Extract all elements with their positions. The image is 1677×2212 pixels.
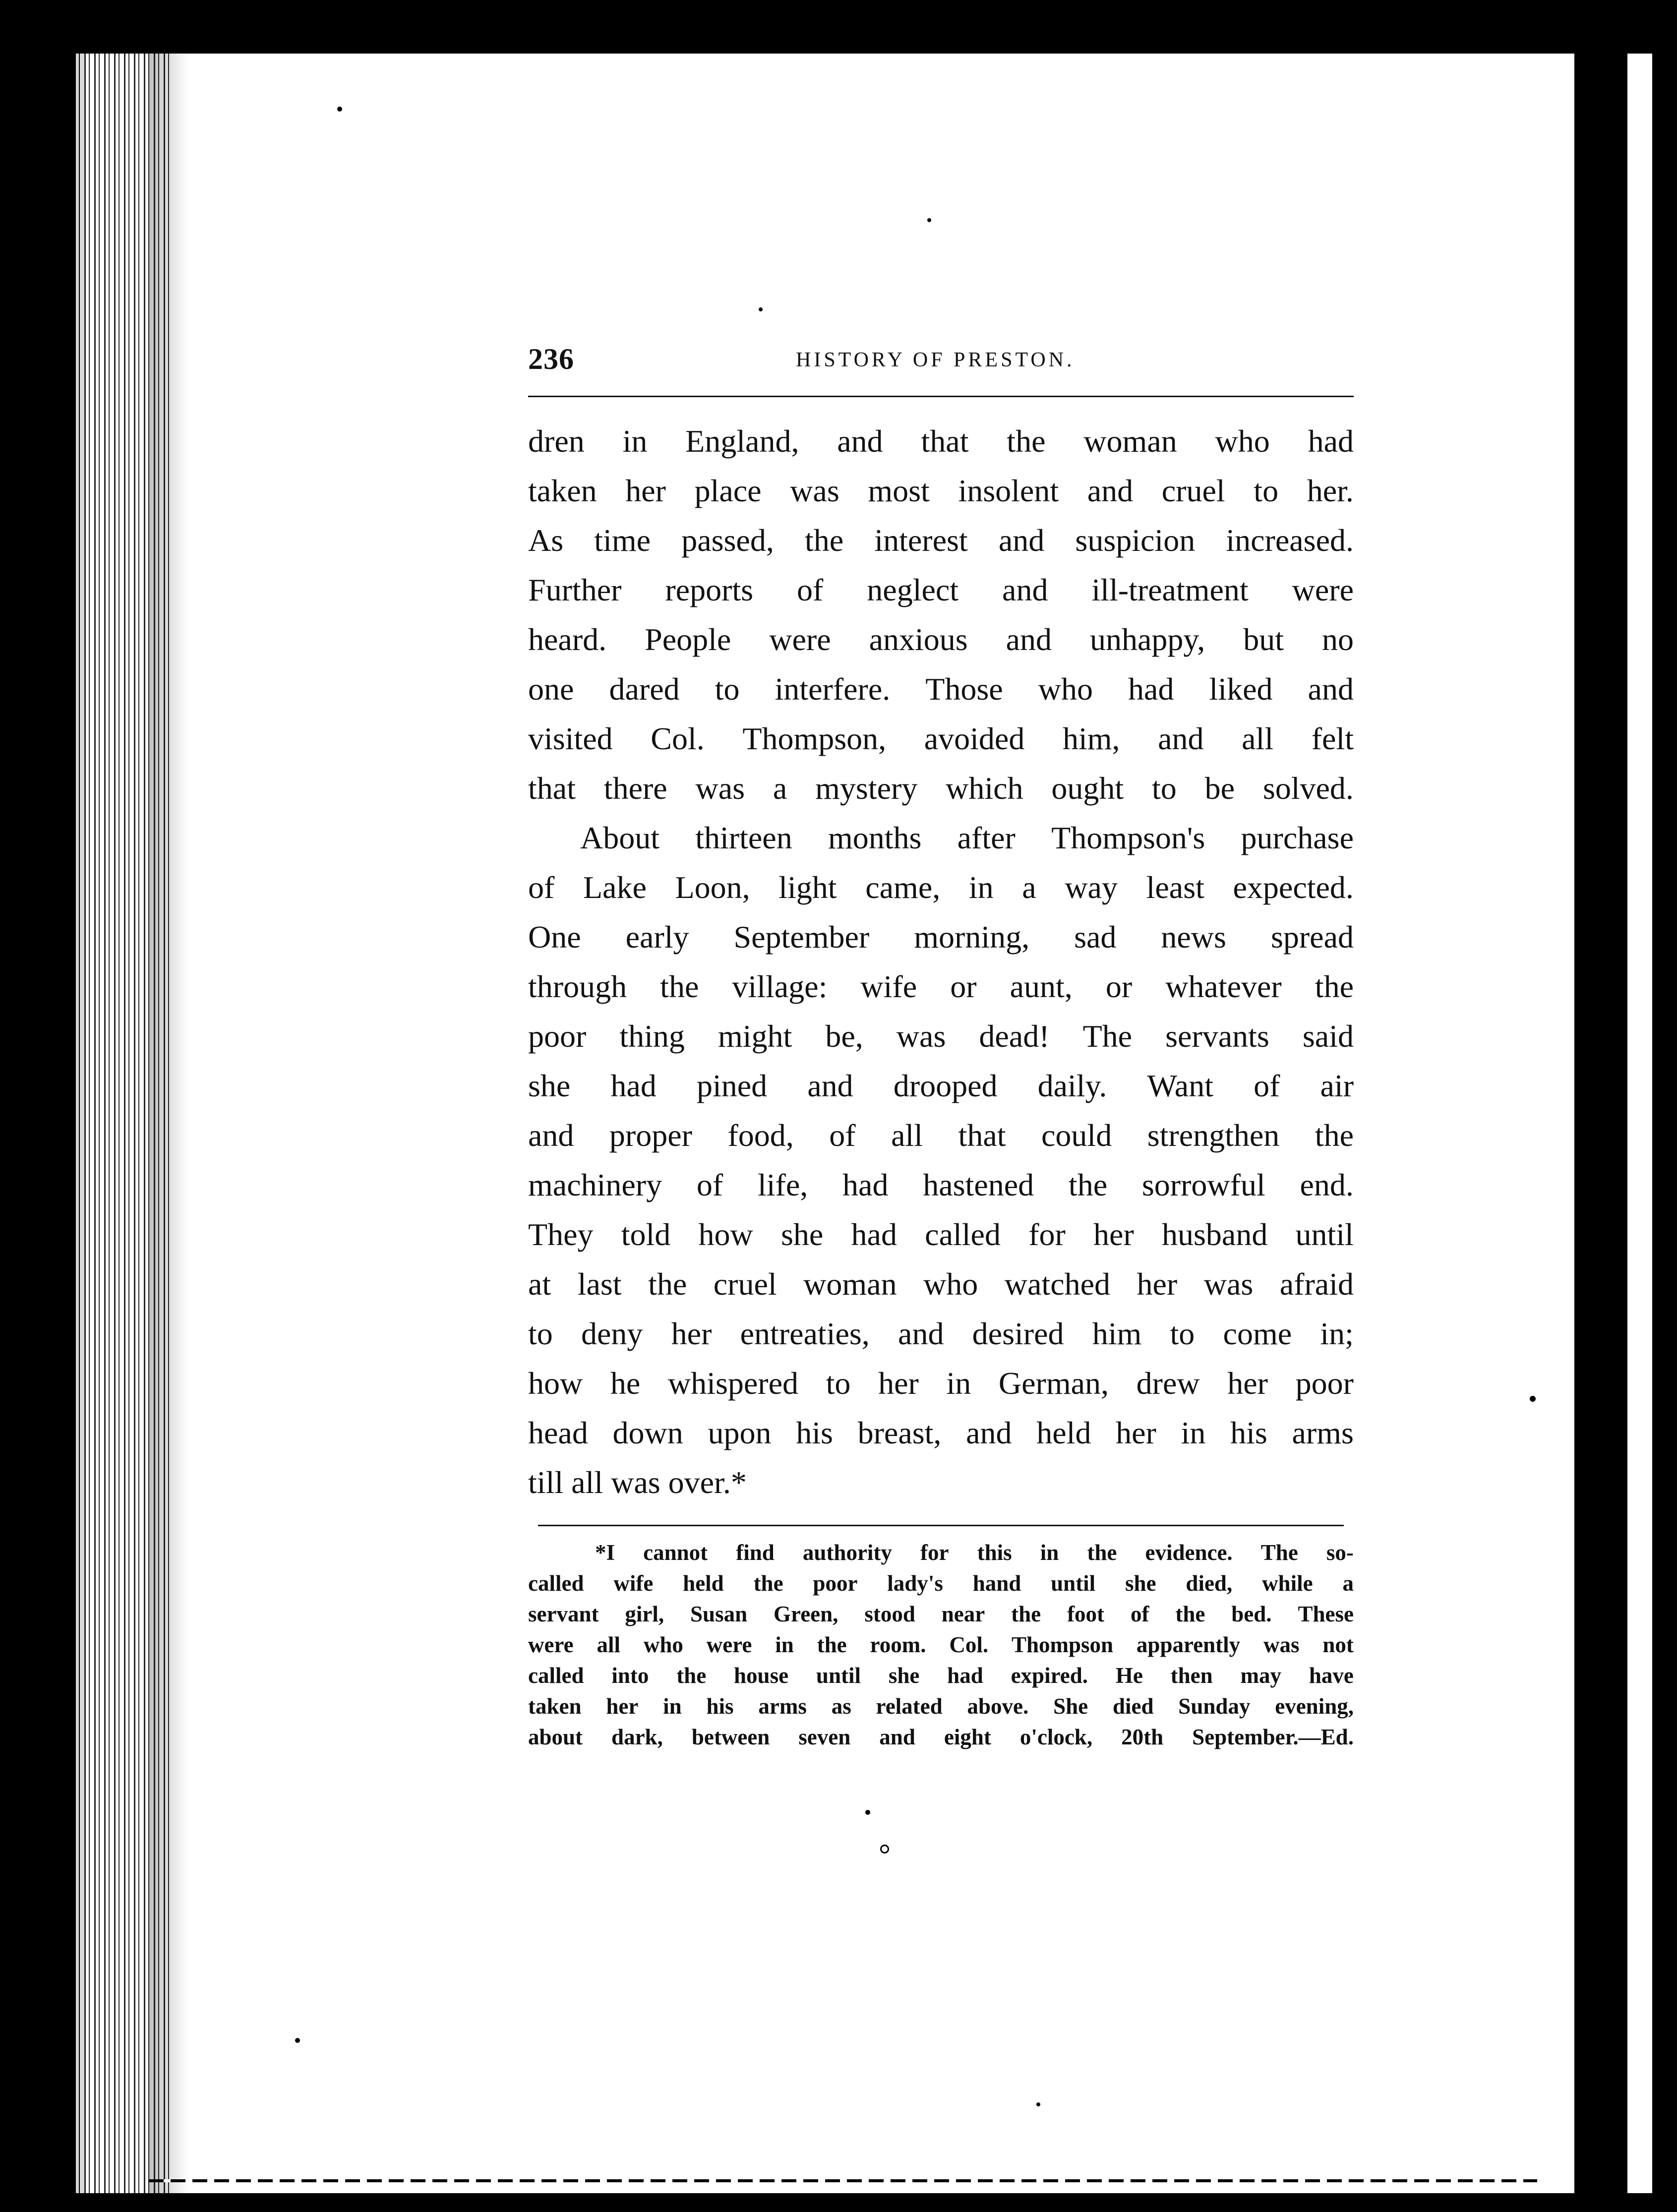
dust-speck [1530,1396,1536,1402]
body-line: at last the cruel woman who watched her was afraid [528,1266,1354,1302]
body-line: and proper food, of all that could strengthen the [528,1118,1354,1153]
dust-speck [337,107,342,112]
footnote-line: were all who were in the room. Col. Thompson apparently was not [528,1632,1354,1657]
body-text [528,417,1354,1507]
body-line: dren in England, and that the woman who had [528,423,1354,459]
body-line: heard. People were anxious and unhappy, but no [528,622,1354,657]
body-line: One early September morning, sad news spread [528,919,1354,955]
body-line: how he whispered to her in German, drew her poor [528,1366,1354,1401]
page-text [528,322,1354,1749]
body-line: head down upon his breast, and held her in his arms [528,1415,1354,1450]
page-number: 236 [528,343,574,375]
binding-shadow [149,54,188,2193]
body-line: one dared to interfere. Those who had liked and [528,671,1354,707]
footnote-line: taken her in his arms as related above. She died Sunday evening, [528,1694,1354,1719]
body-line: They told how she had called for her husband until [528,1217,1354,1252]
right-gutter-strip [1574,54,1624,2193]
body-line: As time passed, the interest and suspicion increased. [528,523,1354,558]
footnote [528,1537,1354,1752]
footnote-rule [538,1525,1344,1526]
body-line: through the village: wife or aunt, or whatever the [528,969,1354,1004]
footnote-line: servant girl, Susan Green, stood near the foot of the bed. These [528,1602,1354,1626]
body-line: she had pined and drooped daily. Want of air [528,1068,1354,1103]
running-head: HISTORY OF PRESTON. [796,349,1075,371]
body-line: taken her place was most insolent and cruel to her. [528,473,1354,508]
footnote-line: called wife held the poor lady's hand until she died, while a [528,1571,1354,1596]
footnote-line: *I cannot find authority for this in the evidence. The so- [595,1540,1354,1565]
body-line: visited Col. Thompson, avoided him, and all felt [528,721,1354,756]
footnote-line: called into the house until she had expired. He then may have [528,1663,1354,1688]
body-line: Further reports of neglect and ill-treatment were [528,572,1354,607]
dust-speck [1036,2102,1040,2106]
page-bottom-edge [149,2179,1537,2182]
next-page-edge [1627,54,1652,2193]
body-line: of Lake Loon, light came, in a way least expected. [528,870,1354,905]
dust-speck [295,2038,300,2043]
page-mark-circle [880,1845,889,1853]
header-rule [528,396,1354,397]
dust-speck [865,1810,870,1815]
dust-speck [759,307,763,311]
footnote-line: about dark, between seven and eight o'clock, 20th September.—Ed. [528,1725,1354,1749]
body-line: poor thing might be, was dead! The servants said [528,1018,1354,1054]
body-line: that there was a mystery which ought to be solved. [528,771,1354,806]
body-line: to deny her entreaties, and desired him to come in; [528,1316,1354,1351]
body-line: About thirteen months after Thompson's purchase [580,820,1354,855]
page-header [528,322,1354,375]
body-line: machinery of life, had hastened the sorrowful end. [528,1167,1354,1202]
dust-speck [927,218,931,222]
body-line: till all was over.* [528,1465,747,1500]
